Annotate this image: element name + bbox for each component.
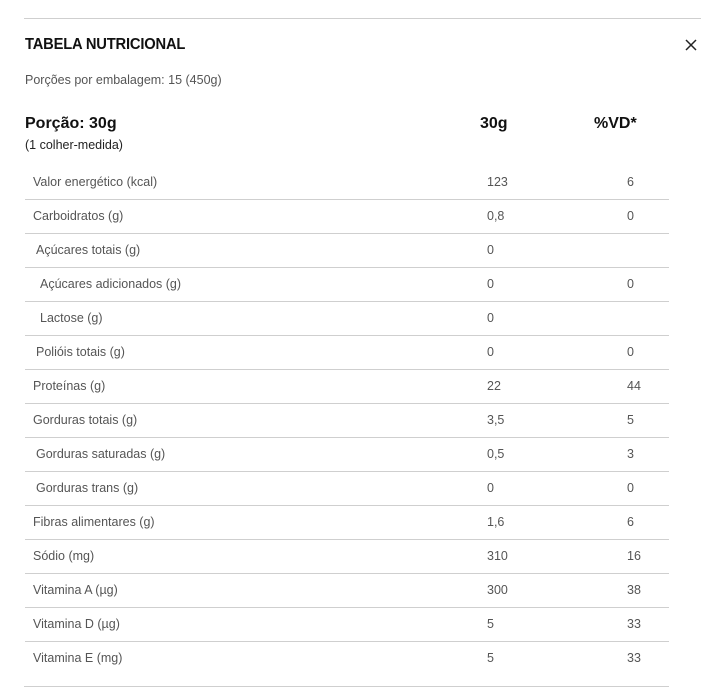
nutrient-name: Vitamina A (µg)	[25, 573, 480, 607]
table-row	[25, 573, 669, 607]
table-row	[25, 369, 669, 403]
page-title: TABELA NUTRICIONAL	[25, 36, 186, 53]
nutrient-amount: 300	[480, 573, 595, 607]
table-row	[25, 437, 669, 471]
nutrient-vd: 5	[595, 403, 669, 437]
nutrient-amount: 0	[480, 267, 595, 301]
nutrient-name: Polióis totais (g)	[25, 335, 480, 369]
nutrient-name: Gorduras trans (g)	[25, 471, 480, 505]
nutrient-amount: 22	[480, 369, 595, 403]
nutrient-amount: 0	[480, 471, 595, 505]
table-row	[25, 471, 669, 505]
table-row	[25, 165, 669, 199]
nutrient-amount: 0,8	[480, 199, 595, 233]
nutrient-name: Valor energético (kcal)	[25, 165, 480, 199]
nutrient-vd	[595, 233, 669, 267]
nutrient-name: Açúcares totais (g)	[25, 233, 480, 267]
nutrient-vd: 38	[595, 573, 669, 607]
table-row	[25, 267, 669, 301]
nutrient-name: Carboidratos (g)	[25, 199, 480, 233]
table-row	[25, 641, 669, 675]
nutrient-name: Gorduras totais (g)	[25, 403, 480, 437]
nutrient-name: Vitamina D (µg)	[25, 607, 480, 641]
nutrient-amount: 0	[480, 335, 595, 369]
nutrient-name: Açúcares adicionados (g)	[25, 267, 480, 301]
nutrient-vd: 33	[595, 607, 669, 641]
portion-label: Porção: 30g	[25, 115, 117, 132]
nutrient-vd: 0	[595, 471, 669, 505]
nutrient-amount: 123	[480, 165, 595, 199]
nutrient-name: Fibras alimentares (g)	[25, 505, 480, 539]
column-header-vd: %VD*	[594, 115, 637, 132]
nutrient-name: Lactose (g)	[25, 301, 480, 335]
nutrient-amount: 0	[480, 233, 595, 267]
close-icon[interactable]	[681, 35, 701, 55]
portion-subtitle: (1 colher-medida)	[25, 138, 123, 152]
bottom-divider	[24, 686, 669, 687]
servings-per-package: Porções por embalagem: 15 (450g)	[25, 73, 222, 87]
table-row	[25, 199, 669, 233]
nutrient-amount: 1,6	[480, 505, 595, 539]
nutrient-name: Sódio (mg)	[25, 539, 480, 573]
nutrient-vd: 16	[595, 539, 669, 573]
nutrient-vd: 0	[595, 199, 669, 233]
nutrient-vd	[595, 301, 669, 335]
nutrition-table	[25, 165, 669, 675]
nutrient-name: Gorduras saturadas (g)	[25, 437, 480, 471]
table-row	[25, 505, 669, 539]
nutrient-vd: 6	[595, 165, 669, 199]
nutrient-name: Vitamina E (mg)	[33, 651, 123, 666]
column-header-amount: 30g	[480, 115, 508, 132]
top-divider	[24, 18, 701, 19]
nutrient-vd: 6	[595, 505, 669, 539]
table-row	[25, 607, 669, 641]
nutrient-amount: 0,5	[480, 437, 595, 471]
nutrient-vd: 3	[595, 437, 669, 471]
nutrient-amount: 0	[480, 301, 595, 335]
nutrient-amount: 3,5	[480, 403, 595, 437]
nutrient-name: Proteínas (g)	[25, 369, 480, 403]
close-button[interactable]	[681, 35, 701, 55]
nutrient-vd: 44	[595, 369, 669, 403]
table-row	[25, 335, 669, 369]
nutrient-amount: 5	[480, 607, 595, 641]
nutrient-amount: 5	[487, 651, 494, 666]
table-row	[25, 301, 669, 335]
table-row	[25, 403, 669, 437]
nutrient-vd: 0	[595, 335, 669, 369]
table-row	[25, 233, 669, 267]
nutrient-vd: 0	[595, 267, 669, 301]
nutrient-amount: 310	[480, 539, 595, 573]
nutrient-vd: 33	[627, 651, 641, 666]
table-row	[25, 539, 669, 573]
